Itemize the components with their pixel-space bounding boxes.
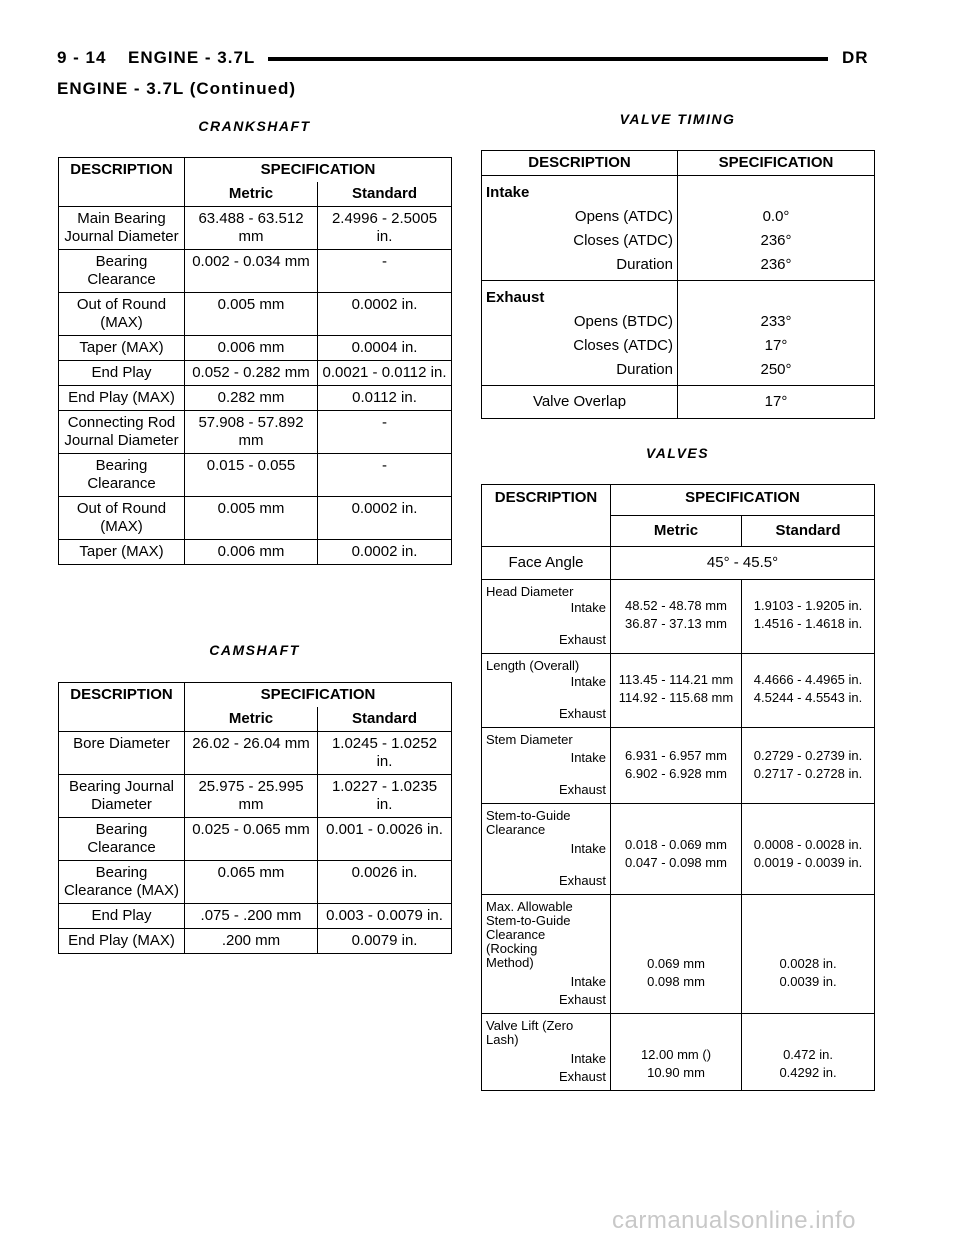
table-row: End Play (MAX) 0.282 mm 0.0112 in. — [59, 386, 452, 411]
table-row: End Play (MAX) .200 mm 0.0079 in. — [59, 929, 452, 954]
table-row: Max. Allowable Stem-to-Guide Clearance (Rocking Method) Intake Exhaust 0.069 mm 0.098 mm 0.0028 in. 0.0039 in. — [482, 895, 875, 1014]
model-code: DR — [842, 48, 869, 67]
valves-title: VALVES — [645, 445, 710, 461]
table-row: Taper (MAX) 0.006 mm 0.0002 in. — [59, 540, 452, 565]
table-row: Opens (ATDC) 0.0° — [482, 205, 875, 229]
table-row: Closes (ATDC) 17° — [482, 334, 875, 358]
table-row: Bore Diameter 26.02 - 26.04 mm 1.0245 - 1.0252 in. — [59, 732, 452, 775]
table-row: Connecting Rod Journal Diameter 57.908 - 57.892 mm - — [59, 411, 452, 454]
vt-exhaust-label: Exhaust — [482, 281, 678, 311]
table-row: Taper (MAX) 0.006 mm 0.0004 in. — [59, 336, 452, 361]
crank-col-description: DESCRIPTION — [59, 158, 185, 183]
crank-col-specification: SPECIFICATION — [185, 158, 452, 183]
table-row: Bearing Clearance 0.025 - 0.065 mm 0.001 - 0.0026 in. — [59, 818, 452, 861]
valves-table — [481, 484, 875, 1091]
crank-col-standard: Standard — [318, 182, 452, 207]
table-row: Duration 236° — [482, 253, 875, 281]
camshaft-table — [58, 682, 452, 954]
valves-col-standard: Standard — [742, 516, 875, 547]
table-row: End Play .075 - .200 mm 0.003 - 0.0079 in. — [59, 904, 452, 929]
table-row: Bearing Clearance 0.015 - 0.055 - — [59, 454, 452, 497]
table-row: Stem Diameter Intake Exhaust 6.931 - 6.957 mm 6.902 - 6.928 mm 0.2729 - 0.2739 in. 0.2717 - 0.2728 in. — [482, 728, 875, 804]
page-subtitle: ENGINE - 3.7L (Continued) — [57, 79, 297, 98]
table-row: Out of Round (MAX) 0.005 mm 0.0002 in. — [59, 293, 452, 336]
cam-col-description: DESCRIPTION — [59, 683, 185, 708]
table-row: Duration 250° — [482, 358, 875, 386]
table-row: End Play 0.052 - 0.282 mm 0.0021 - 0.0112 in. — [59, 361, 452, 386]
table-row: Stem-to-Guide Clearance Intake Exhaust 0.018 - 0.069 mm 0.047 - 0.098 mm 0.0008 - 0.0028 in. 0.0019 - 0.0039 in. — [482, 804, 875, 895]
table-row: Valve Lift (Zero Lash) Intake Exhaust 12.00 mm () 10.90 mm 0.472 in. 0.4292 in. — [482, 1014, 875, 1091]
cam-col-standard: Standard — [318, 707, 452, 732]
cam-col-specification: SPECIFICATION — [185, 683, 452, 708]
camshaft-title: CAMSHAFT — [209, 642, 300, 658]
crankshaft-table — [58, 157, 452, 565]
vt-col-description: DESCRIPTION — [482, 151, 678, 176]
valve-timing-title: VALVE TIMING — [619, 111, 736, 127]
vt-col-specification: SPECIFICATION — [678, 151, 875, 176]
watermark: carmanualsonline.info — [612, 1207, 856, 1234]
table-row: Closes (ATDC) 236° — [482, 229, 875, 253]
valves-col-specification: SPECIFICATION — [611, 485, 875, 516]
valve-timing-table — [481, 150, 875, 419]
table-row: Bearing Clearance (MAX) 0.065 mm 0.0026 in. — [59, 861, 452, 904]
table-row: Length (Overall) Intake Exhaust 113.45 - 114.21 mm 114.92 - 115.68 mm 4.4666 - 4.4965 in. 4.5244 - 4.5543 in. — [482, 654, 875, 728]
section-title: ENGINE - 3.7L — [128, 48, 256, 67]
table-row: Valve Overlap 17° — [482, 386, 875, 419]
crankshaft-title: CRANKSHAFT — [198, 118, 311, 134]
table-row: Opens (BTDC) 233° — [482, 310, 875, 334]
vt-intake-label: Intake — [482, 176, 678, 206]
table-row: Out of Round (MAX) 0.005 mm 0.0002 in. — [59, 497, 452, 540]
table-row: Head Diameter Intake Exhaust 48.52 - 48.78 mm 36.87 - 37.13 mm 1.9103 - 1.9205 in. 1.4516 - 1.4618 in. — [482, 580, 875, 654]
cam-col-metric: Metric — [185, 707, 318, 732]
valves-col-metric: Metric — [611, 516, 742, 547]
crank-col-metric: Metric — [185, 182, 318, 207]
table-row: Bearing Journal Diameter 25.975 - 25.995 mm 1.0227 - 1.0235 in. — [59, 775, 452, 818]
table-row: Main Bearing Journal Diameter 63.488 - 63.512 mm 2.4996 - 2.5005 in. — [59, 207, 452, 250]
valves-col-description: DESCRIPTION — [482, 485, 611, 516]
header-rule — [268, 57, 828, 61]
table-row: Face Angle 45° - 45.5° — [482, 547, 875, 580]
table-row: Bearing Clearance 0.002 - 0.034 mm - — [59, 250, 452, 293]
page-number: 9 - 14 — [57, 48, 107, 67]
